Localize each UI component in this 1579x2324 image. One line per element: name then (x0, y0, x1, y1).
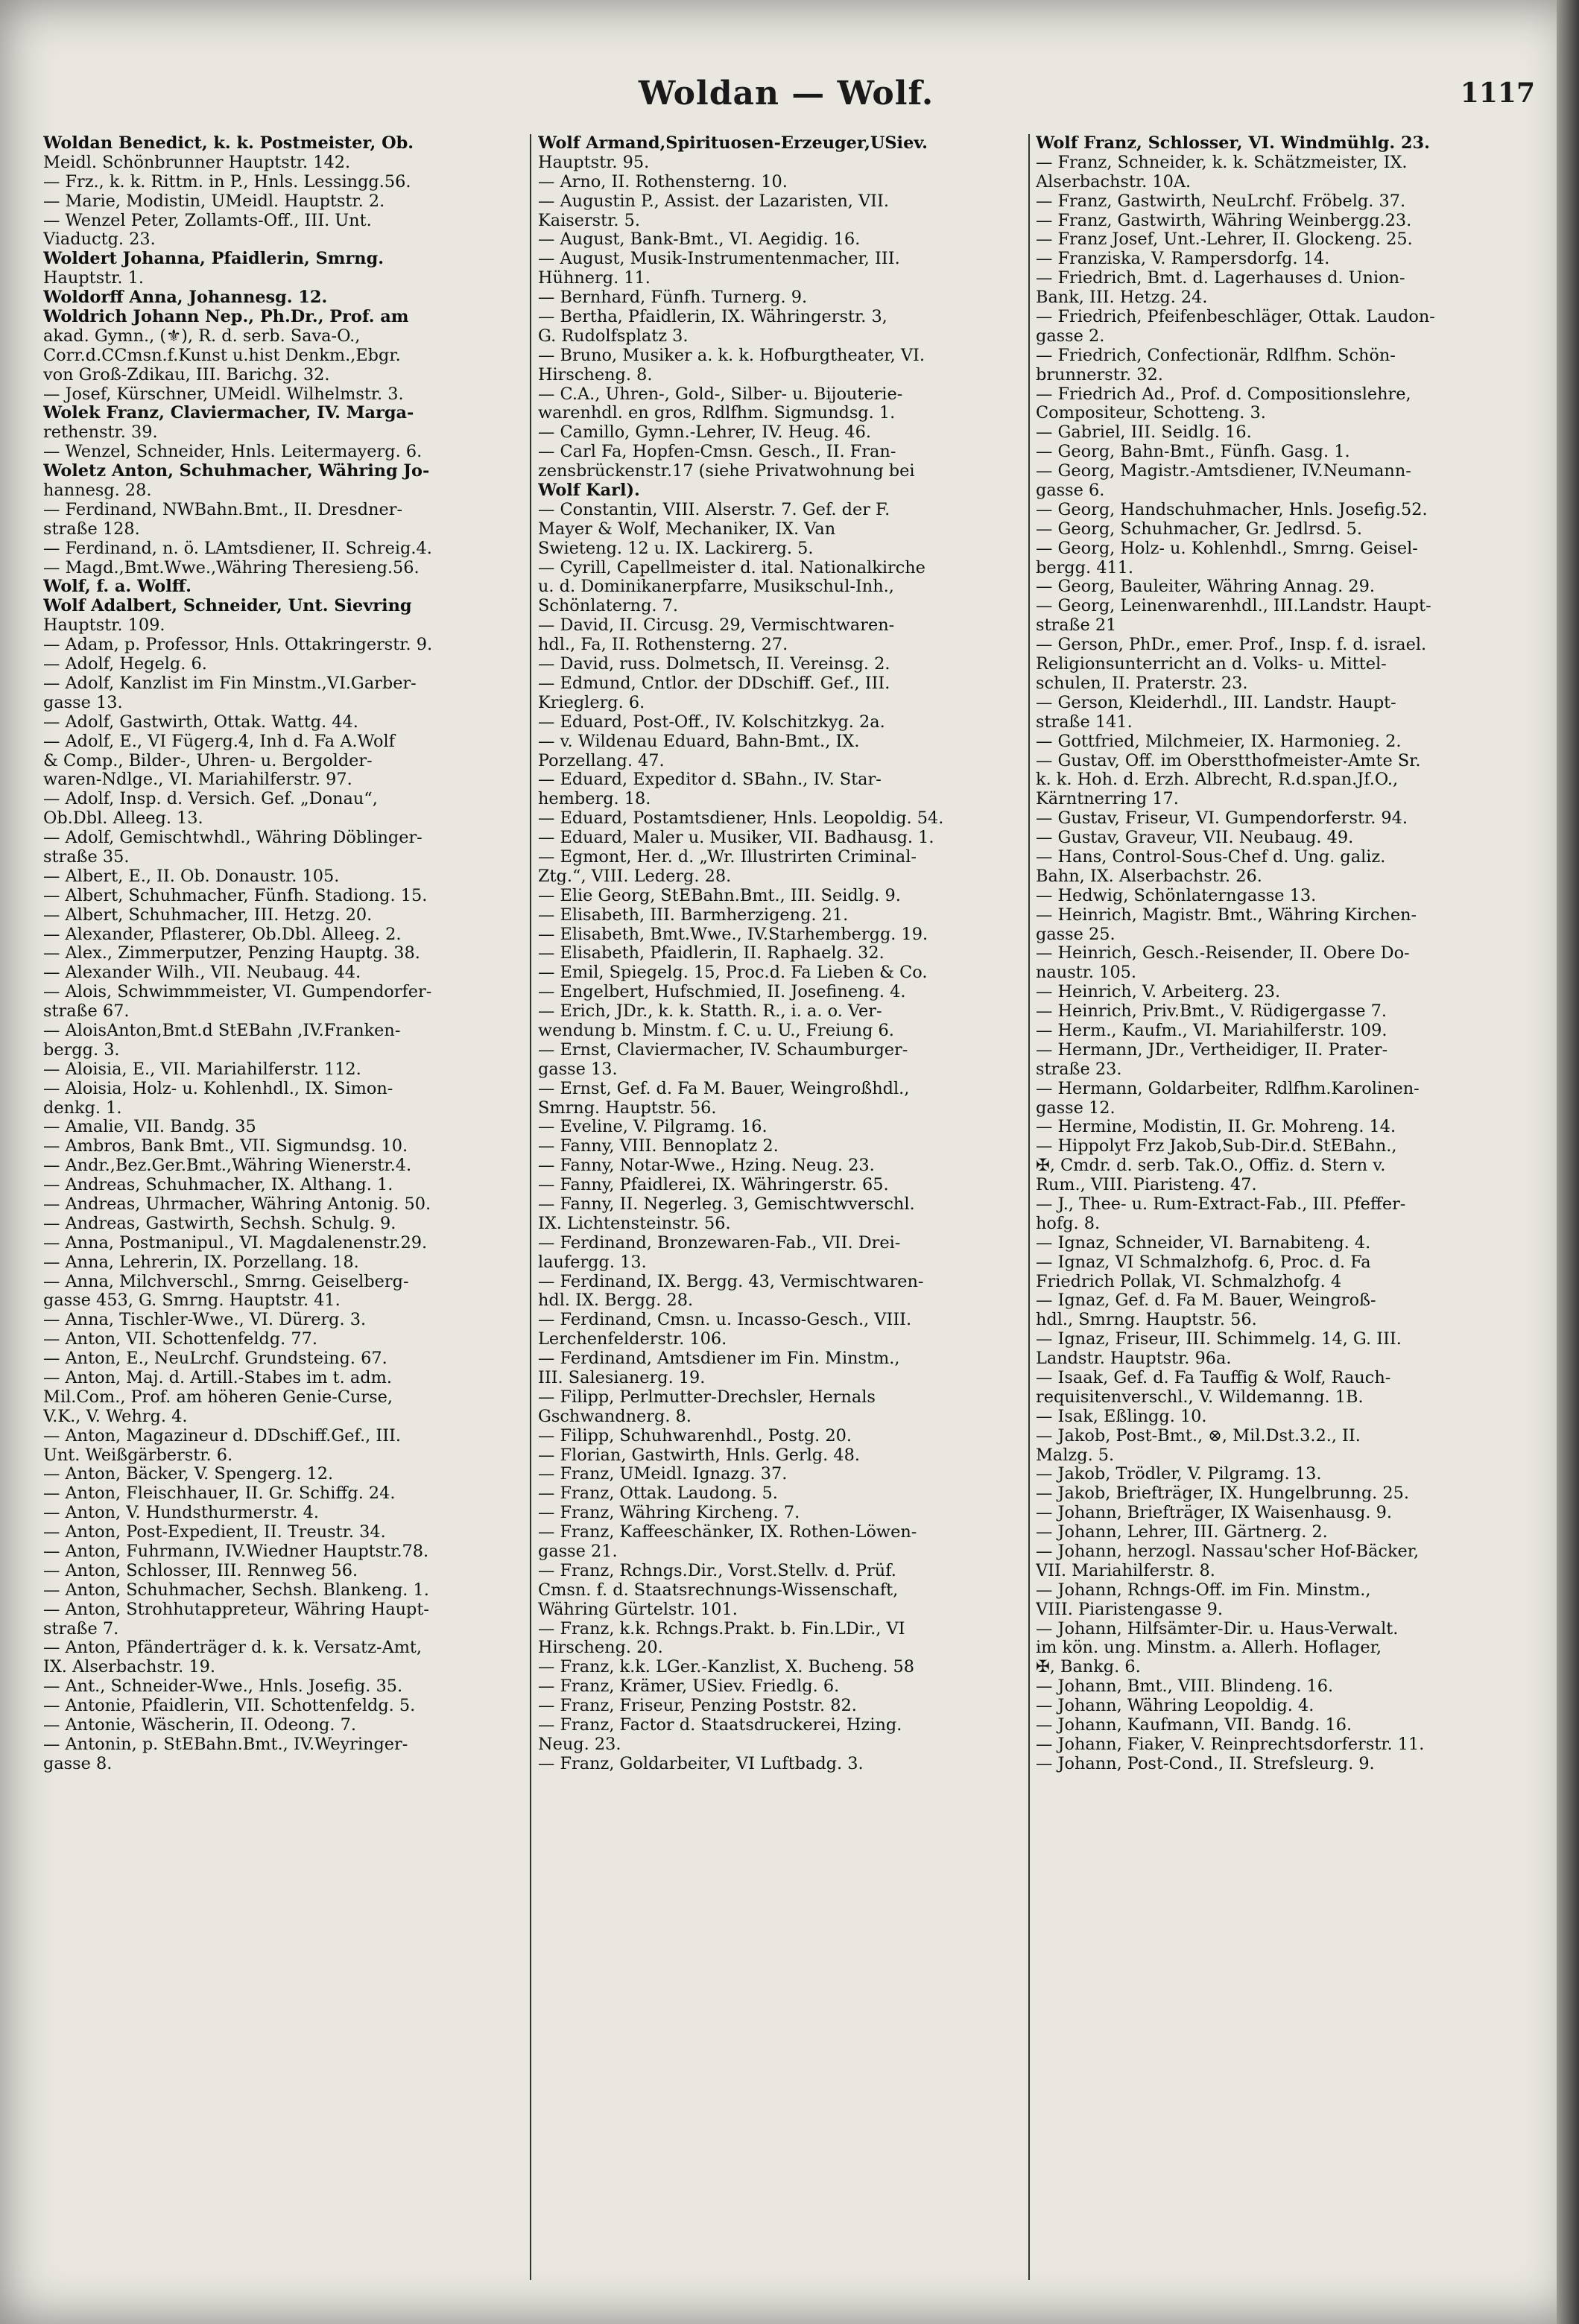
directory-entry-line: Compositeur, Schotteng. 3. (1036, 403, 1266, 423)
directory-entry-line: — Georg, Schuhmacher, Gr. Jedlrsd. 5. (1036, 519, 1363, 539)
directory-entry-line: — Elisabeth, Bmt.Wwe., IV.Starhembergg. 19. (538, 924, 928, 944)
running-header (37, 75, 1535, 127)
directory-entry-line: — Elie Georg, StEBahn.Bmt., III. Seidlg. 9. (538, 885, 901, 905)
directory-entry-line: — Johann, Briefträger, IX Waisenhausg. 9. (1036, 1503, 1393, 1523)
directory-entry-line: — August, Musik-Instrumentenmacher, III. (538, 249, 900, 269)
directory-entry-line: — Franz, k.k. LGer.-Kanzlist, X. Bucheng. 58 (538, 1657, 915, 1677)
directory-entry-line: — Georg, Holz- u. Kohlenhdl., Smrng. Geisel- (1036, 538, 1418, 558)
directory-entry-line: — Aloisia, Holz- u. Kohlenhdl., IX. Simon- (43, 1078, 393, 1098)
directory-entry-line: — Alexander Wilh., VII. Neubaug. 44. (43, 963, 361, 983)
directory-entry-line: — Gustav, Graveur, VII. Neubaug. 49. (1036, 828, 1354, 848)
directory-entry-line: — Ferdinand, n. ö. LAmtsdiener, II. Schreig.4. (43, 538, 432, 558)
directory-entry-line: gasse 13. (43, 692, 123, 712)
directory-entry-line: — Fanny, VIII. Bennoplatz 2. (538, 1136, 779, 1156)
directory-entry-line: — Franz, Gastwirth, Währing Weinbergg.23. (1036, 210, 1412, 230)
directory-entry-line: — Carl Fa, Hopfen-Cmsn. Gesch., II. Fran- (538, 442, 896, 462)
directory-entry-line: Mil.Com., Prof. am höheren Genie-Curse, (43, 1387, 393, 1407)
directory-entry-line: — Franz, Gastwirth, NeuLrchf. Fröbelg. 37. (1036, 191, 1406, 211)
directory-entry-line: — Magd.,Bmt.Wwe.,Währing Theresieng.56. (43, 557, 420, 577)
directory-entry-line: Meidl. Schönbrunner Hauptstr. 142. (43, 152, 351, 172)
directory-entry-line: — Franz, k.k. Rchngs.Prakt. b. Fin.LDir., VI (538, 1618, 905, 1638)
directory-entry-line: IX. Alserbachstr. 19. (43, 1657, 216, 1677)
directory-entry-line: rethenstr. 39. (43, 422, 158, 443)
directory-entry-line: — Antonie, Wäscherin, II. Odeong. 7. (43, 1715, 356, 1735)
directory-entry-line: III. Salesianerg. 19. (538, 1368, 706, 1387)
directory-entry-line: — Franz, Friseur, Penzing Poststr. 82. (538, 1696, 857, 1716)
directory-entry-line: Corr.d.CCmsn.f.Kunst u.hist Denkm.,Ebgr. (43, 345, 401, 365)
directory-entry-line: ✠, Bankg. 6. (1036, 1657, 1141, 1677)
directory-entry-line: — August, Bank-Bmt., VI. Aegidig. 16. (538, 229, 861, 250)
directory-entry-line: hdl., Fa, II. Rothensterng. 27. (538, 635, 788, 655)
directory-entry-line: Kaiserstr. 5. (538, 210, 641, 230)
directory-entry-line: — Friedrich, Confectionär, Rdlfhm. Schön- (1036, 345, 1396, 365)
directory-entry-line: wendung b. Minstm. f. C. u. U., Freiung 6. (538, 1020, 894, 1040)
directory-entry-line: — Isak, Eßlingg. 10. (1036, 1406, 1207, 1426)
directory-entry-line: — Adolf, E., VI Fügerg.4, Inh d. Fa A.Wolf (43, 731, 395, 751)
directory-entry-line: — Albert, Schuhmacher, III. Hetzg. 20. (43, 905, 373, 925)
directory-entry-line: — Bernhard, Fünfh. Turnerg. 9. (538, 288, 808, 308)
directory-entry-line: — Augustin P., Assist. der Lazaristen, VII. (538, 191, 889, 211)
directory-entry-line: requisitenverschl., V. Wildemanng. 1B. (1036, 1387, 1364, 1407)
directory-entry-line: Friedrich Pollak, VI. Schmalzhofg. 4 (1036, 1271, 1342, 1291)
column-rule (1028, 134, 1030, 2280)
directory-entry-line: Swieteng. 12 u. IX. Lackirerg. 5. (538, 538, 814, 558)
directory-entry-line: — Georg, Bauleiter, Währing Annag. 29. (1036, 577, 1376, 597)
directory-entry-line: — Ferdinand, Bronzewaren-Fab., VII. Drei- (538, 1232, 901, 1253)
directory-entry-line: — Franz, Rchngs.Dir., Vorst.Stellv. d. Prüf. (538, 1560, 896, 1580)
directory-entry-line: — Johann, Lehrer, III. Gärtnerg. 2. (1036, 1522, 1328, 1542)
directory-entry-line: Kärntnerring 17. (1036, 789, 1179, 809)
directory-entry-line: — Franz, Ottak. Laudong. 5. (538, 1484, 778, 1504)
directory-entry-line: — Johann, Hilfsämter-Dir. u. Haus-Verwalt. (1036, 1618, 1399, 1638)
directory-entry-line: Hauptstr. 1. (43, 268, 144, 288)
directory-entry-line: — Anna, Postmanipul., VI. Magdalenenstr.29. (43, 1232, 428, 1253)
directory-entry-line: — Wenzel, Schneider, Hnls. Leitermayerg. 6. (43, 442, 423, 462)
directory-entry-line: — Georg, Handschuhmacher, Hnls. Josefig.52. (1036, 499, 1428, 519)
directory-entry-line: hemberg. 18. (538, 789, 651, 809)
directory-entry-line: — Georg, Magistr.-Amtsdiener, IV.Neumann- (1036, 461, 1411, 481)
directory-entry-line: Ob.Dbl. Alleeg. 13. (43, 808, 203, 829)
directory-entry-line: — Alois, Schwimmmeister, VI. Gumpendorfer- (43, 982, 432, 1002)
directory-entry-line: — Heinrich, Priv.Bmt., V. Rüdigergasse 7. (1036, 1001, 1387, 1022)
directory-entry-line: — Eveline, V. Pilgramg. 16. (538, 1117, 768, 1137)
directory-entry-line: warenhdl. en gros, Rdlfhm. Sigmundsg. 1. (538, 403, 896, 423)
directory-entry-line: — Anton, Schlosser, III. Rennweg 56. (43, 1560, 358, 1580)
directory-entry-line: — Aloisia, E., VII. Mariahilferstr. 112. (43, 1059, 361, 1079)
directory-entry-line: — Johann, Kaufmann, VII. Bandg. 16. (1036, 1715, 1352, 1735)
directory-entry-line: — Fanny, II. Negerleg. 3, Gemischtwverschl. (538, 1194, 915, 1214)
directory-entry-line: — Cyrill, Capellmeister d. ital. Nationalkirche (538, 557, 925, 577)
directory-entry-line: ✠, Cmdr. d. serb. Tak.O., Offiz. d. Stern v. (1036, 1156, 1386, 1176)
directory-entry-line: — Alex., Zimmerputzer, Penzing Hauptg. 38. (43, 943, 420, 963)
directory-entry-line: Hirscheng. 20. (538, 1638, 663, 1658)
directory-entry-line: laufergg. 13. (538, 1252, 647, 1272)
directory-entry-line: — Franziska, V. Rampersdorfg. 14. (1036, 249, 1330, 269)
page-edge-shadow (1557, 0, 1579, 2324)
directory-entry-line: — Antonin, p. StEBahn.Bmt., IV.Weyringer- (43, 1734, 408, 1754)
directory-entry-line: straße 67. (43, 1001, 130, 1022)
directory-entry-line: gasse 12. (1036, 1098, 1116, 1118)
directory-entry-line: Bahn, IX. Alserbachstr. 26. (1036, 866, 1262, 886)
directory-entry-line: — Johann, Bmt., VIII. Blindeng. 16. (1036, 1676, 1334, 1697)
directory-entry-line: hdl., Smrng. Hauptstr. 56. (1036, 1310, 1257, 1330)
directory-entry-line: k. k. Hoh. d. Erzh. Albrecht, R.d.span.Jf.O., (1036, 770, 1399, 790)
directory-entry-line: — Florian, Gastwirth, Hnls. Gerlg. 48. (538, 1445, 860, 1465)
directory-entry-line: Hauptstr. 95. (538, 152, 650, 172)
directory-entry-line: — Emil, Spiegelg. 15, Proc.d. Fa Lieben & Co. (538, 963, 928, 983)
directory-entry-line: — Anton, Strohhutappreteur, Währing Haupt- (43, 1599, 429, 1619)
directory-entry-line: — Heinrich, V. Arbeiterg. 23. (1036, 982, 1281, 1002)
directory-entry-line: Malzg. 5. (1036, 1445, 1115, 1465)
directory-entry-line: — Andreas, Gastwirth, Sechsh. Schulg. 9. (43, 1213, 396, 1233)
column-rule (530, 134, 531, 2280)
directory-entry-line: — Johann, Fiaker, V. Reinprechtsdorferstr. 11. (1036, 1734, 1425, 1754)
directory-entry-line: Unt. Weißgärberstr. 6. (43, 1445, 233, 1465)
directory-entry-line: Bank, III. Hetzg. 24. (1036, 288, 1208, 308)
directory-entry-line: — Anton, VII. Schottenfeldg. 77. (43, 1329, 317, 1349)
directory-entry-line: G. Rudolfsplatz 3. (538, 326, 689, 346)
directory-entry-line: — Heinrich, Gesch.-Reisender, II. Obere Do- (1036, 943, 1410, 963)
directory-entry-line: — Bertha, Pfaidlerin, IX. Währingerstr. 3, (538, 307, 887, 327)
directory-entry-line: Ztg.“, VIII. Lederg. 28. (538, 866, 732, 886)
directory-entry-line: Wolf Franz, Schlosser, VI. Windmühlg. 23. (1036, 134, 1430, 153)
directory-entry-line: — Adolf, Hegelg. 6. (43, 654, 207, 674)
directory-entry-line: — Frz., k. k. Rittm. in P., Hnls. Lessingg.56. (43, 171, 411, 191)
directory-entry-line: — Anton, Maj. d. Artill.-Stabes im t. adm. (43, 1368, 392, 1387)
directory-entry-line: hofg. 8. (1036, 1213, 1101, 1233)
directory-entry-line: — Gustav, Friseur, VI. Gumpendorferstr. 94. (1036, 808, 1408, 829)
directory-entry-line: Wolf Adalbert, Schneider, Unt. Sievring (43, 596, 412, 616)
directory-entry-line: — J., Thee- u. Rum-Extract-Fab., III. Pfeffer- (1036, 1194, 1406, 1214)
directory-entry-line: — Anton, Magazineur d. DDschiff.Gef., III. (43, 1425, 401, 1446)
directory-entry-line: Smrng. Hauptstr. 56. (538, 1098, 717, 1118)
directory-entry-line: Woldert Johanna, Pfaidlerin, Smrng. (43, 249, 385, 269)
directory-entry-line: — Hermann, Goldarbeiter, Rdlfhm.Karolinen- (1036, 1078, 1420, 1098)
directory-entry-line: — Adolf, Gemischtwhdl., Währing Döblinger- (43, 828, 423, 848)
directory-entry-line: Krieglerg. 6. (538, 692, 645, 712)
directory-entry-line: gasse 6. (1036, 481, 1105, 501)
directory-entry-line: — Fanny, Notar-Wwe., Hzing. Neug. 23. (538, 1156, 875, 1176)
directory-entry-line: — Hedwig, Schönlaterngasse 13. (1036, 885, 1317, 905)
directory-entry-line: — Hippolyt Frz Jakob,Sub-Dir.d. StEBahn., (1036, 1136, 1397, 1156)
directory-entry-line: — Heinrich, Magistr. Bmt., Währing Kirchen- (1036, 905, 1417, 925)
directory-entry-line: — Anton, V. Hundsthurmerstr. 4. (43, 1503, 319, 1523)
directory-entry-line: — Adolf, Kanzlist im Fin Minstm.,VI.Garber- (43, 673, 417, 693)
directory-entry-line: — Amalie, VII. Bandg. 35 (43, 1117, 256, 1137)
directory-entry-line: — Isaak, Gef. d. Fa Tauffig & Wolf, Rauch- (1036, 1368, 1391, 1387)
directory-entry-line: hdl. IX. Bergg. 28. (538, 1291, 694, 1311)
directory-entry-line: — Ernst, Gef. d. Fa M. Bauer, Weingroßhdl., (538, 1078, 910, 1098)
directory-entry-line: — David, II. Circusg. 29, Vermischtwaren- (538, 615, 895, 636)
directory-entry-line: — Franz Josef, Unt.-Lehrer, II. Glockeng. 25. (1036, 229, 1413, 250)
directory-entry-line: straße 35. (43, 846, 130, 867)
directory-entry-line: — Edmund, Cntlor. der DDschiff. Gef., III. (538, 673, 890, 693)
directory-entry-line: Hühnerg. 11. (538, 268, 651, 288)
page-title: Woldan — Wolf. (638, 75, 934, 113)
directory-entry-line: — Anton, Schuhmacher, Sechsh. Blankeng. 1. (43, 1580, 429, 1600)
directory-entry-line: Wolf, f. a. Wolff. (43, 577, 192, 597)
directory-entry-line: im kön. ung. Minstm. a. Allerh. Hoflager, (1036, 1638, 1382, 1658)
directory-entry-line: — Albert, E., II. Ob. Donaustr. 105. (43, 866, 340, 886)
directory-entry-line: V.K., V. Wehrg. 4. (43, 1406, 188, 1426)
directory-entry-line: Mayer & Wolf, Mechaniker, IX. Van (538, 519, 836, 539)
directory-entry-line: — Eduard, Post-Off., IV. Kolschitzkyg. 2a. (538, 712, 885, 732)
directory-entry-line: Cmsn. f. d. Staatsrechnungs-Wissenschaft, (538, 1580, 899, 1600)
directory-entry-line: — Adam, p. Professor, Hnls. Ottakringerstr. 9. (43, 635, 433, 655)
directory-entry-line: — Alexander, Pflasterer, Ob.Dbl. Alleeg. 2. (43, 924, 402, 944)
directory-entry-line: brunnerstr. 32. (1036, 364, 1163, 384)
directory-entry-line: — Eduard, Expeditor d. SBahn., IV. Star- (538, 770, 882, 790)
directory-entry-line: Gschwandnerg. 8. (538, 1406, 692, 1426)
directory-entry-line: — Ignaz, VI Schmalzhofg. 6, Proc. d. Fa (1036, 1252, 1371, 1272)
directory-entry-line: — Fanny, Pfaidlerei, IX. Währingerstr. 65. (538, 1175, 889, 1195)
directory-entry-line: — Egmont, Her. d. „Wr. Illustrirten Criminal- (538, 846, 917, 867)
directory-entry-line: gasse 8. (43, 1753, 113, 1773)
directory-entry-line: — Ferdinand, Amtsdiener im Fin. Minstm., (538, 1349, 900, 1369)
directory-entry-line: waren-Ndlge., VI. Mariahilferstr. 97. (43, 770, 352, 790)
directory-entry-line: straße 7. (43, 1618, 119, 1638)
directory-entry-line: — Camillo, Gymn.-Lehrer, IV. Heug. 46. (538, 422, 871, 443)
directory-entry-line: Lerchenfelderstr. 106. (538, 1329, 727, 1349)
directory-entry-line: — Adolf, Insp. d. Versich. Gef. „Donau“, (43, 789, 378, 809)
directory-entry-line: Rum., VIII. Piaristeng. 47. (1036, 1175, 1257, 1195)
directory-entry-line: gasse 2. (1036, 326, 1105, 346)
directory-entry-line: — Hermann, JDr., Vertheidiger, II. Prater- (1036, 1039, 1388, 1060)
directory-entry-line: straße 128. (43, 519, 140, 539)
directory-entry-line: Porzellang. 47. (538, 750, 665, 770)
directory-entry-line: Wolf Karl). (538, 481, 640, 501)
directory-entry-line: — Johann, Post-Cond., II. Strefsleurg. 9. (1036, 1753, 1375, 1773)
directory-entry-line: Schönlaterng. 7. (538, 596, 679, 616)
directory-entry-line: — Andreas, Schuhmacher, IX. Althang. 1. (43, 1175, 393, 1195)
directory-entry-line: Währing Gürtelstr. 101. (538, 1599, 738, 1619)
directory-entry-line: — Herm., Kaufm., VI. Mariahilferstr. 109. (1036, 1020, 1387, 1040)
directory-entry-line: & Comp., Bilder-, Uhren- u. Bergolder- (43, 750, 373, 770)
directory-entry-line: — AloisAnton,Bmt.d StEBahn ,IV.Franken- (43, 1020, 401, 1040)
directory-entry-line: — Ignaz, Schneider, VI. Barnabiteng. 4. (1036, 1232, 1371, 1253)
directory-entry-line: — Ferdinand, Cmsn. u. Incasso-Gesch., VIII. (538, 1310, 912, 1330)
directory-entry-line: gasse 21. (538, 1542, 618, 1562)
directory-entry-line: — C.A., Uhren-, Gold-, Silber- u. Bijouterie- (538, 384, 903, 404)
directory-entry-line: — Franz, Factor d. Staatsdruckerei, Hzing. (538, 1715, 902, 1735)
directory-entry-line: — Georg, Leinenwarenhdl., III.Landstr. Haupt- (1036, 596, 1431, 616)
directory-entry-line: — Antonie, Pfaidlerin, VII. Schottenfeldg. 5. (43, 1696, 416, 1716)
directory-entry-line: — Josef, Kürschner, UMeidl. Wilhelmstr. 3. (43, 384, 404, 404)
directory-entry-line: — Friedrich, Bmt. d. Lagerhauses d. Union- (1036, 268, 1405, 288)
directory-entry-line: — Eduard, Postamtsdiener, Hnls. Leopoldig. 54. (538, 808, 944, 829)
directory-entry-line: bergg. 3. (43, 1039, 120, 1060)
directory-entry-line: — Albert, Schuhmacher, Fünfh. Stadiong. 15. (43, 885, 428, 905)
directory-entry-line: VIII. Piaristengasse 9. (1036, 1599, 1223, 1619)
directory-entry-line: — Bruno, Musiker a. k. k. Hofburgtheater, VI. (538, 345, 925, 365)
directory-entry-line: — Elisabeth, Pfaidlerin, II. Raphaelg. 32. (538, 943, 885, 963)
directory-entry-line: — Franz, Währing Kircheng. 7. (538, 1503, 800, 1523)
directory-entry-line: — Adolf, Gastwirth, Ottak. Wattg. 44. (43, 712, 358, 732)
directory-entry-line: — Johann, Währing Leopoldig. 4. (1036, 1696, 1314, 1716)
directory-entry-line: — Anna, Lehrerin, IX. Porzellang. 18. (43, 1252, 359, 1272)
directory-entry-line: — Arno, II. Rothensterng. 10. (538, 171, 788, 191)
directory-entry-line: — Anton, Pfänderträger d. k. k. Versatz-Amt, (43, 1638, 423, 1658)
directory-entry-line: — Anton, Post-Expedient, II. Treustr. 34. (43, 1522, 386, 1542)
directory-entry-line: — Franz, Schneider, k. k. Schätzmeister, IX. (1036, 152, 1408, 172)
directory-entry-line: — Gerson, PhDr., emer. Prof., Insp. f. d. israel. (1036, 635, 1427, 655)
directory-entry-line: — Jakob, Briefträger, IX. Hungelbrunng. 25. (1036, 1484, 1410, 1504)
directory-entry-line: — Eduard, Maler u. Musiker, VII. Badhausg. 1. (538, 828, 934, 848)
directory-entry-line: — Anton, Bäcker, V. Spengerg. 12. (43, 1464, 334, 1484)
directory-entry-line: — Andr.,Bez.Ger.Bmt.,Währing Wienerstr.4. (43, 1156, 412, 1176)
directory-entry-line: — Johann, herzogl. Nassau'scher Hof-Bäcker, (1036, 1542, 1420, 1562)
directory-entry-line: — Ferdinand, IX. Bergg. 43, Vermischtwaren- (538, 1271, 924, 1291)
directory-entry-line: — Ant., Schneider-Wwe., Hnls. Josefig. 35. (43, 1676, 403, 1697)
directory-entry-line: akad. Gymn., (⚜), R. d. serb. Sava-O., (43, 326, 361, 346)
directory-entry-line: — Marie, Modistin, UMeidl. Hauptstr. 2. (43, 191, 385, 211)
directory-entry-line: — Johann, Rchngs-Off. im Fin. Minstm., (1036, 1580, 1371, 1600)
directory-entry-line: gasse 13. (538, 1059, 618, 1079)
directory-entry-line: — Elisabeth, III. Barmherzigeng. 21. (538, 905, 849, 925)
page-number: 1117 (1460, 77, 1535, 109)
directory-entry-line: zensbrückenstr.17 (siehe Privatwohnung bei (538, 461, 915, 481)
directory-entry-line: Viaductg. 23. (43, 229, 156, 250)
directory-entry-line: Woletz Anton, Schuhmacher, Währing Jo- (43, 461, 430, 481)
directory-entry-line: — Franz, Goldarbeiter, VI Luftbadg. 3. (538, 1753, 864, 1773)
directory-entry-line: — Ignaz, Gef. d. Fa M. Bauer, Weingroß- (1036, 1291, 1376, 1311)
directory-entry-line: Landstr. Hauptstr. 96a. (1036, 1349, 1232, 1369)
directory-entry-line: Neug. 23. (538, 1734, 621, 1754)
directory-entry-line: Woldrich Johann Nep., Ph.Dr., Prof. am (43, 307, 409, 327)
directory-entry-line: — Anton, E., NeuLrchf. Grundsteing. 67. (43, 1349, 387, 1369)
directory-entry-line: straße 21 (1036, 615, 1117, 636)
directory-entry-line: — Anton, Fuhrmann, IV.Wiedner Hauptstr.78. (43, 1542, 429, 1562)
directory-entry-line: gasse 25. (1036, 924, 1116, 944)
directory-entry-line: — Erich, JDr., k. k. Statth. R., i. a. o. Ver- (538, 1001, 882, 1022)
directory-entry-line: — Wenzel Peter, Zollamts-Off., III. Unt. (43, 210, 372, 230)
directory-entry-line: Wolek Franz, Claviermacher, IV. Marga- (43, 403, 414, 423)
directory-entry-line: Woldan Benedict, k. k. Postmeister, Ob. (43, 134, 414, 153)
directory-entry-line: — Anna, Milchverschl., Smrng. Geiselberg- (43, 1271, 409, 1291)
directory-entry-line: Hirscheng. 8. (538, 364, 653, 384)
directory-entry-line: — Gottfried, Milchmeier, IX. Harmonieg. 2. (1036, 731, 1402, 751)
directory-entry-line: Wolf Armand,Spirituosen-Erzeuger,USiev. (538, 134, 928, 153)
directory-entry-line: — Gustav, Off. im Oberstthofmeister-Amte Sr. (1036, 750, 1421, 770)
directory-entry-line: — Gerson, Kleiderhdl., III. Landstr. Haupt- (1036, 692, 1396, 712)
directory-entry-line: — Franz, UMeidl. Ignazg. 37. (538, 1464, 788, 1484)
directory-entry-line: — Anton, Fleischhauer, II. Gr. Schiffg. 24. (43, 1484, 396, 1504)
directory-entry-line: — Anna, Tischler-Wwe., VI. Dürerg. 3. (43, 1310, 367, 1330)
directory-entry-line: — v. Wildenau Eduard, Bahn-Bmt., IX. (538, 731, 860, 751)
directory-entry-line: — Friedrich, Pfeifenbeschläger, Ottak. Laudon- (1036, 307, 1435, 327)
directory-entry-line: IX. Lichtensteinstr. 56. (538, 1213, 731, 1233)
directory-entry-line: — Filipp, Perlmutter-Drechsler, Hernals (538, 1387, 876, 1407)
directory-entry-line: gasse 453, G. Smrng. Hauptstr. 41. (43, 1291, 341, 1311)
directory-entry-line: — Andreas, Uhrmacher, Währing Antonig. 50. (43, 1194, 431, 1214)
directory-entry-line: — Ernst, Claviermacher, IV. Schaumburger- (538, 1039, 908, 1060)
directory-entry-line: Religionsunterricht an d. Volks- u. Mittel- (1036, 654, 1387, 674)
column-3 (1036, 134, 1517, 2295)
directory-entry-line: — Friedrich Ad., Prof. d. Compositionslehre, (1036, 384, 1411, 404)
directory-entry-line: straße 23. (1036, 1059, 1122, 1079)
directory-entry-line: — Ambros, Bank Bmt., VII. Sigmundsg. 10. (43, 1136, 408, 1156)
directory-entry-line: bergg. 411. (1036, 557, 1134, 577)
directory-entry-line: — Jakob, Trödler, V. Pilgramg. 13. (1036, 1464, 1322, 1484)
directory-entry-line: — Franz, Kaffeeschänker, IX. Rothen-Löwen- (538, 1522, 917, 1542)
directory-entry-line: schulen, II. Praterstr. 23. (1036, 673, 1248, 693)
directory-entry-line: hannesg. 28. (43, 481, 152, 501)
directory-entry-line: — Ignaz, Friseur, III. Schimmelg. 14, G. III. (1036, 1329, 1402, 1349)
directory-entry-line: denkg. 1. (43, 1098, 122, 1118)
directory-entry-line: — Hermine, Modistin, II. Gr. Mohreng. 14. (1036, 1117, 1396, 1137)
directory-entry-line: — David, russ. Dolmetsch, II. Vereinsg. 2. (538, 654, 890, 674)
directory-entry-line: — Engelbert, Hufschmied, II. Josefineng. 4. (538, 982, 906, 1002)
directory-entry-line: — Hans, Control-Sous-Chef d. Ung. galiz. (1036, 846, 1386, 867)
directory-entry-line: — Georg, Bahn-Bmt., Fünfh. Gasg. 1. (1036, 442, 1350, 462)
directory-entry-line: — Filipp, Schuhwarenhdl., Postg. 20. (538, 1425, 852, 1446)
directory-entry-line: — Gabriel, III. Seidlg. 16. (1036, 422, 1252, 443)
directory-entry-line: Hauptstr. 109. (43, 615, 165, 636)
directory-entry-line: straße 141. (1036, 712, 1133, 732)
directory-entry-line: VII. Mariahilferstr. 8. (1036, 1560, 1215, 1580)
column-2 (538, 134, 1019, 2295)
directory-entry-line: u. d. Dominikanerpfarre, Musikschul-Inh., (538, 577, 894, 597)
directory-entry-line: Alserbachstr. 10A. (1036, 171, 1192, 191)
directory-entry-line: — Franz, Krämer, USiev. Friedlg. 6. (538, 1676, 840, 1697)
directory-entry-line: — Jakob, Post-Bmt., ⊗, Mil.Dst.3.2., II. (1036, 1425, 1361, 1446)
directory-entry-line: — Ferdinand, NWBahn.Bmt., II. Dresdner- (43, 499, 403, 519)
directory-entry-line: naustr. 105. (1036, 963, 1137, 983)
directory-entry-line: — Constantin, VIII. Alserstr. 7. Gef. der F. (538, 499, 890, 519)
directory-entry-line: von Groß-Zdikau, III. Barichg. 32. (43, 364, 330, 384)
directory-entry-line: Woldorff Anna, Johannesg. 12. (43, 288, 328, 308)
column-1 (43, 134, 525, 2295)
